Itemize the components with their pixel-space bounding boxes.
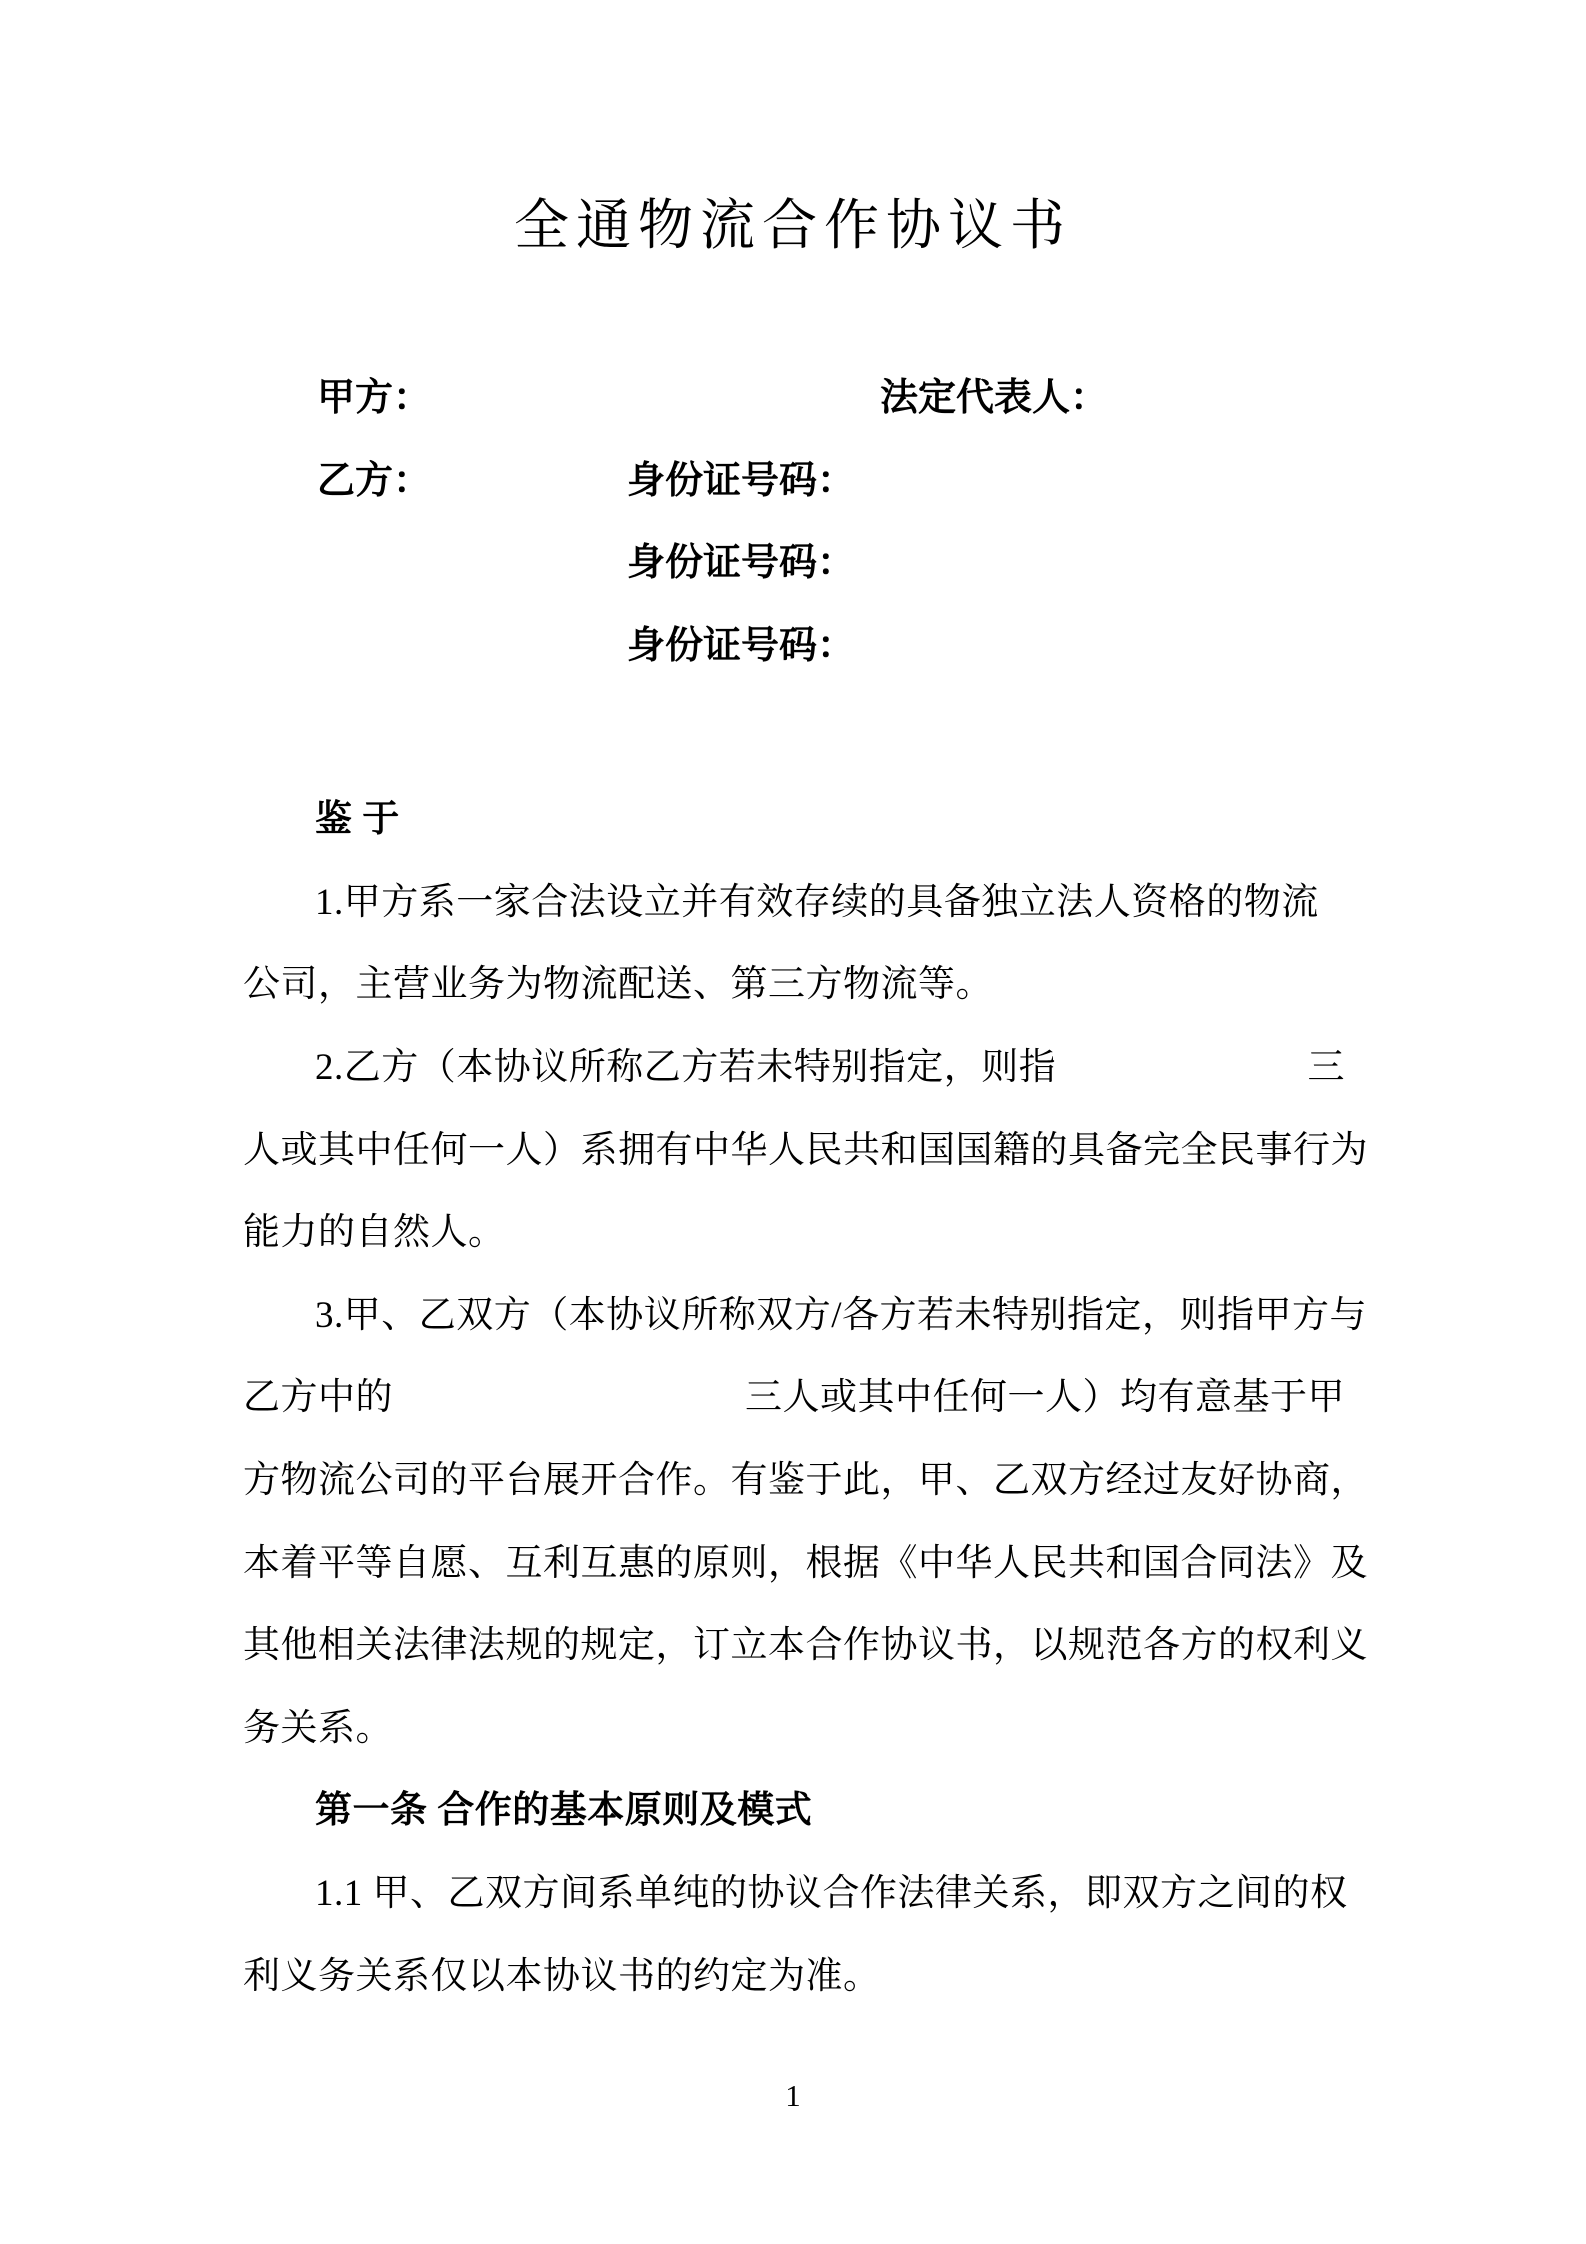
paragraph-1-line-2: 公司，主营业务为物流配送、第三方物流等。 [243,964,993,1006]
paragraph-3-line-2 [243,1352,1345,1435]
whereas-heading: 鉴 于 [315,799,400,841]
paragraph-2-line-1-tail: 三 [1307,1047,1345,1089]
paragraph-1-line-1: 1.甲方系一家合法设立并有效存续的具备独立法人资格的物流 [315,881,1319,923]
clause-1-1-line-1: 1.1 甲、乙双方间系单纯的协议合作法律关系，即双方之间的权 [315,1873,1348,1915]
paragraph-2-line-1-text: 2.乙方（本协议所称乙方若未特别指定，则指 [315,1047,1057,1089]
party-b-label: 乙方： [317,460,432,502]
paragraph-3-line-4: 本着平等自愿、互利互惠的原则，根据《中华人民共和国合同法》及 [243,1542,1368,1584]
page-number: 1 [785,2078,801,2113]
paragraph-3-line-1: 3.甲、乙双方（本协议所称双方/各方若未特别指定，则指甲方与 [315,1294,1368,1336]
paragraph-2-line-2: 人或其中任何一人）系拥有中华人民共和国国籍的具备完全民事行为 [243,1129,1368,1171]
id-number-label-2: 身份证号码： [627,542,856,584]
party-a-label: 甲方： [317,377,432,419]
id-number-label-3: 身份证号码： [627,625,856,667]
paragraph-3-line-5: 其他相关法律法规的规定，订立本合作协议书，以规范各方的权利义 [243,1625,1368,1667]
section-1-heading: 第一条 合作的基本原则及模式 [315,1790,813,1832]
clause-1-1-line-2: 利义务关系仅以本协议书的约定为准。 [243,1955,881,1997]
document-title: 全通物流合作协议书 [513,195,1072,256]
recitals-block [243,774,1368,2013]
id-number-label-1: 身份证号码： [627,460,856,502]
paragraph-2-line-1 [243,1022,1345,1105]
paragraph-3-line-2-tail: 三人或其中任何一人）均有意基于甲 [745,1377,1345,1419]
paragraph-3-line-3: 方物流公司的平台展开合作。有鉴于此，甲、乙双方经过友好协商， [243,1460,1368,1502]
legal-representative-label: 法定代表人： [880,377,1109,419]
paragraph-3-line-6: 务关系。 [243,1707,393,1749]
paragraph-3-line-2-text: 乙方中的 [243,1377,393,1419]
paragraph-2-line-3: 能力的自然人。 [243,1212,506,1254]
